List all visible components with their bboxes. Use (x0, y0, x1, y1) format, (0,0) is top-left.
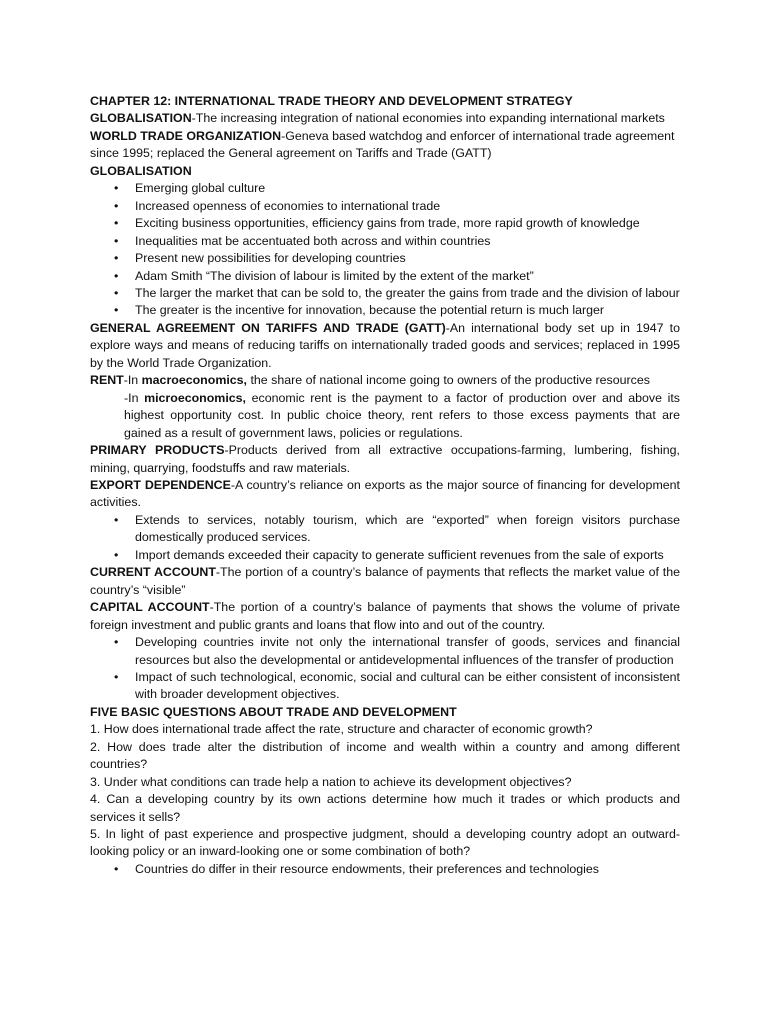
list-item: • Emerging global culture (90, 180, 680, 197)
list-item: • The greater is the incentive for innovation, because the potential return is much larger (90, 302, 680, 319)
list-item: • Increased openness of economies to international trade (90, 198, 680, 215)
term: GLOBALISATION (90, 111, 192, 126)
wto-definition: WORLD TRADE ORGANIZATION-Geneva based watchdog and enforcer of international trade agreement since 1995; replaced the General agreement on Tariffs and Trade (GATT) (90, 128, 675, 161)
capital-list (90, 634, 680, 704)
list-item: • Extends to services, notably tourism, which are “exported” when foreign visitors purchase domestically produced services. (90, 512, 680, 547)
list-item: • The larger the market that can be sold to, the greater the gains from trade and the division of labour (90, 285, 680, 302)
question-item: 4. Can a developing country by its own actions determine how much it trades or which products and services it sells? (90, 792, 680, 824)
question-item: 2. How does trade alter the distribution of income and wealth within a country and among different countries? (90, 739, 680, 772)
question-item: 1. How does international trade affect the rate, structure and character of economic growth? (90, 722, 593, 737)
rent-subdefinition: -In microeconomics, economic rent is the payment to a factor of production over and above its highest opportunity cost. In public choice theory, rent refers to those excess payments that are gained as a result of government laws, policies or regulations. (124, 390, 681, 440)
question-item: 3. Under what conditions can trade help a nation to achieve its development objectives? (90, 774, 572, 789)
list-item: • Countries do differ in their resource endowments, their preferences and technologies (90, 861, 680, 878)
term: EXPORT DEPENDENCE (90, 477, 231, 492)
export-dependence-definition: EXPORT DEPENDENCE-A country’s reliance on exports as the major source of financing for development activities. (90, 477, 680, 510)
gatt-definition: GENERAL AGREEMENT ON TARIFFS AND TRADE (GATT)-An international body set up in 1947 to explore ways and means of reducing tariffs on internationally traded goods and services; replaced in 1995 by the World Trade Organization. (90, 320, 681, 370)
term: GENERAL AGREEMENT ON TARIFFS AND TRADE (GATT) (90, 320, 446, 335)
export-list (90, 512, 680, 564)
term: PRIMARY PRODUCTS (90, 443, 225, 458)
list-item: • Adam Smith “The division of labour is limited by the extent of the market” (90, 268, 680, 285)
rent-definition: RENT-In macroeconomics, the share of national income going to owners of the productive resources (90, 373, 650, 388)
list-item: • Present new possibilities for developing countries (90, 250, 680, 267)
term: CURRENT ACCOUNT (90, 565, 216, 580)
term: WORLD TRADE ORGANIZATION (90, 128, 282, 143)
globalisation-list (90, 180, 680, 320)
final-list (90, 861, 680, 878)
list-item: • Inequalities mat be accentuated both across and within countries (90, 233, 680, 250)
list-item: • Developing countries invite not only the international transfer of goods, services and financial resources but also the developmental or antidevelopmental influences of the transfer of production (90, 634, 680, 669)
list-item: • Import demands exceeded their capacity to generate sufficient revenues from the sale of exports (90, 547, 680, 564)
question-item: 5. In light of past experience and prospective judgment, should a developing country adopt an outward-looking policy or an inward-looking one or some combination of both? (90, 827, 680, 859)
five-questions-heading: FIVE BASIC QUESTIONS ABOUT TRADE AND DEVELOPMENT (90, 704, 457, 719)
document-page (90, 93, 680, 878)
capital-account-definition: CAPITAL ACCOUNT-The portion of a country’s balance of payments that shows the volume of private foreign investment and public grants and loans that flow into and out of the country. (90, 600, 680, 632)
list-item: • Exciting business opportunities, efficiency gains from trade, more rapid growth of knowledge (90, 215, 680, 232)
term: RENT (90, 373, 124, 388)
globalisation-definition: GLOBALISATION-The increasing integration of national economies into expanding international markets (90, 111, 665, 126)
primary-products-definition: PRIMARY PRODUCTS-Products derived from all extractive occupations-farming, lumbering, fishing, mining, quarrying, foodstuffs and raw materials. (90, 443, 680, 475)
chapter-title: CHAPTER 12: INTERNATIONAL TRADE THEORY AND DEVELOPMENT STRATEGY (90, 94, 573, 108)
list-item: • Impact of such technological, economic, social and cultural can be either consistent of inconsistent with broader development objectives. (90, 669, 680, 704)
term: CAPITAL ACCOUNT (90, 600, 210, 615)
current-account-definition: CURRENT ACCOUNT-The portion of a country’s balance of payments that reflects the market value of the country’s “visible” (90, 565, 680, 597)
globalisation-heading: GLOBALISATION (90, 163, 192, 178)
